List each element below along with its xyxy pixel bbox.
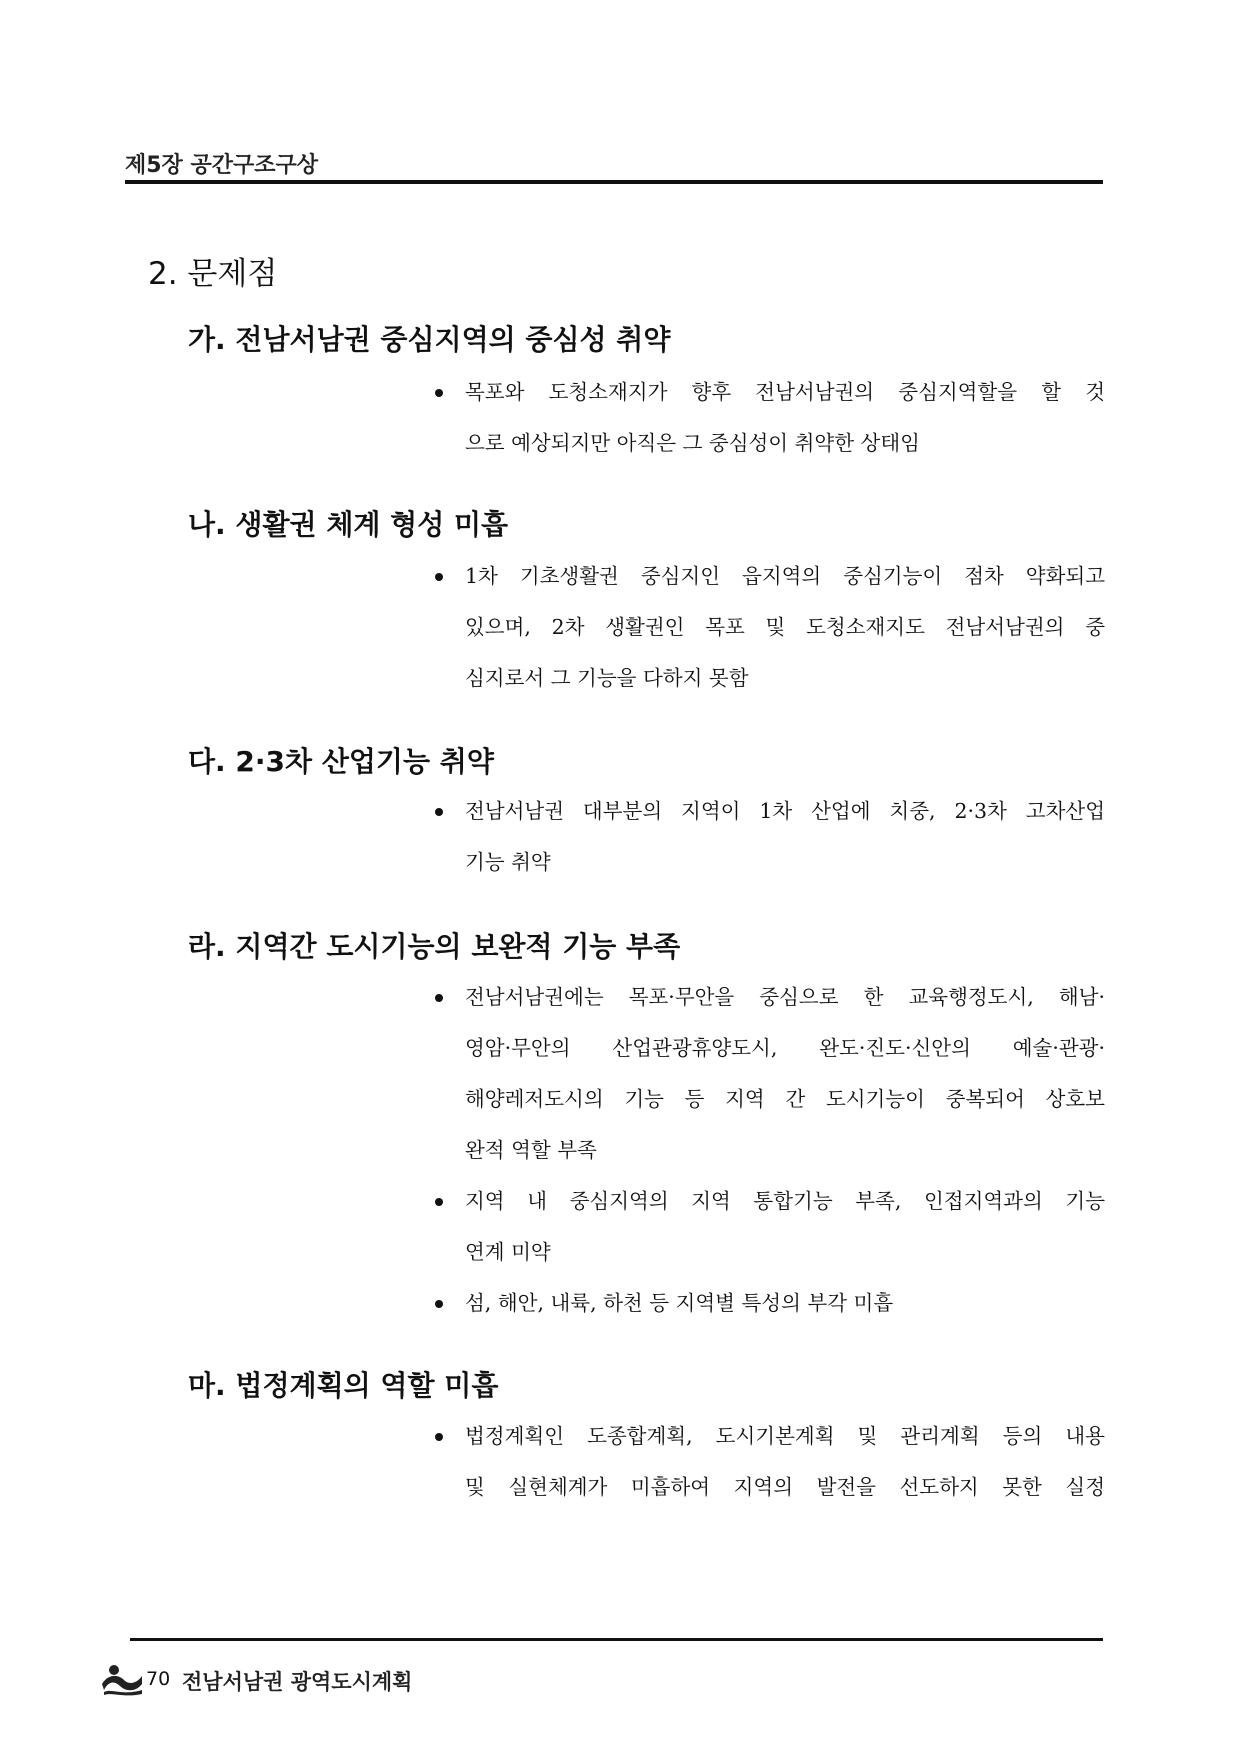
bullet-text: 지역 내 중심지역의 지역 통합기능 부족, 인접지역과의 기능 <box>465 1189 1105 1213</box>
bullet-block-da <box>435 786 1105 888</box>
bullet-icon <box>435 994 443 1002</box>
bullet-block-ma <box>435 1411 1105 1513</box>
bullet-line <box>435 837 1105 888</box>
bullet-line <box>435 1023 1105 1074</box>
bullet-text: 전남서남권 대부분의 지역이 1차 산업에 치중, 2·3차 고차산업 <box>465 799 1105 823</box>
bullet-line <box>435 367 1105 418</box>
bullet-text: 영암·무안의 산업관광휴양도시, 완도·진도·신안의 예술·관광· <box>465 1036 1105 1060</box>
subheading-ra: 라. 지역간 도시기능의 보완적 기능 부족 <box>188 930 681 963</box>
section-title: 2. 문제점 <box>148 256 278 292</box>
bullet-text: 1차 기초생활권 중심지인 읍지역의 중심기능이 점차 약화되고 <box>465 564 1105 588</box>
subheading-ga: 가. 전남서남권 중심지역의 중심성 취약 <box>188 323 671 356</box>
bullet-text: 법정계획인 도종합계획, 도시기본계획 및 관리계획 등의 내용 <box>465 1424 1105 1448</box>
bullet-text: 전남서남권에는 목포·무안을 중심으로 한 교육행정도시, 해남· <box>465 985 1105 1009</box>
bullet-line <box>435 602 1105 653</box>
bullet-text: 연계 미약 <box>465 1240 551 1264</box>
bullet-text: 으로 예상되지만 아직은 그 중심성이 취약한 상태임 <box>465 431 920 455</box>
subheading-da: 다. 2·3차 산업기능 취약 <box>188 745 494 778</box>
bullet-line <box>435 1176 1105 1227</box>
bullet-line <box>435 786 1105 837</box>
bullet-icon <box>435 573 443 581</box>
bullet-text: 완적 역할 부족 <box>465 1138 597 1162</box>
chapter-header: 제5장 공간구조구상 <box>125 153 318 178</box>
bullet-line <box>435 1074 1105 1125</box>
bullet-text: 및 실현체계가 미흡하여 지역의 발전을 선도하지 못한 실정 <box>465 1475 1105 1499</box>
bullet-text: 목포와 도청소재지가 향후 전남서남권의 중심지역할을 할 것 <box>465 380 1105 404</box>
subheading-na: 나. 생활권 체계 형성 미흡 <box>188 508 509 541</box>
bullet-line <box>435 1462 1105 1513</box>
bullet-line <box>435 653 1105 704</box>
bullet-line <box>435 1125 1105 1176</box>
bullet-line <box>435 1278 1105 1329</box>
bullet-icon <box>435 389 443 397</box>
bullet-text: 심지로서 그 기능을 다하지 못함 <box>465 666 749 690</box>
bullet-block-na <box>435 551 1105 704</box>
bullet-text: 해양레저도시의 기능 등 지역 간 도시기능이 중복되어 상호보 <box>465 1087 1105 1111</box>
bullet-block-ra <box>435 972 1105 1329</box>
bullet-line <box>435 1227 1105 1278</box>
bullet-icon <box>435 1300 443 1308</box>
footer-title: 전남서남권 광역도시계획 <box>182 1670 413 1694</box>
bullet-icon <box>435 1433 443 1441</box>
bullet-line <box>435 1411 1105 1462</box>
bullet-block-ga <box>435 367 1105 469</box>
bullet-text: 있으며, 2차 생활권인 목포 및 도청소재지도 전남서남권의 중 <box>465 615 1105 639</box>
header-rule <box>125 180 1103 184</box>
footer-page-number: 70 <box>146 1668 171 1690</box>
bullet-text: 섬, 해안, 내륙, 하천 등 지역별 특성의 부각 미흡 <box>465 1291 894 1315</box>
bullet-line <box>435 418 1105 469</box>
subheading-ma: 마. 법정계획의 역할 미흡 <box>188 1369 499 1402</box>
bullet-text: 기능 취약 <box>465 850 551 874</box>
bullet-icon <box>435 1198 443 1206</box>
bullet-line <box>435 972 1105 1023</box>
footer-logo-icon <box>100 1662 144 1696</box>
footer-rule <box>130 1638 1103 1641</box>
bullet-line <box>435 551 1105 602</box>
bullet-icon <box>435 808 443 816</box>
